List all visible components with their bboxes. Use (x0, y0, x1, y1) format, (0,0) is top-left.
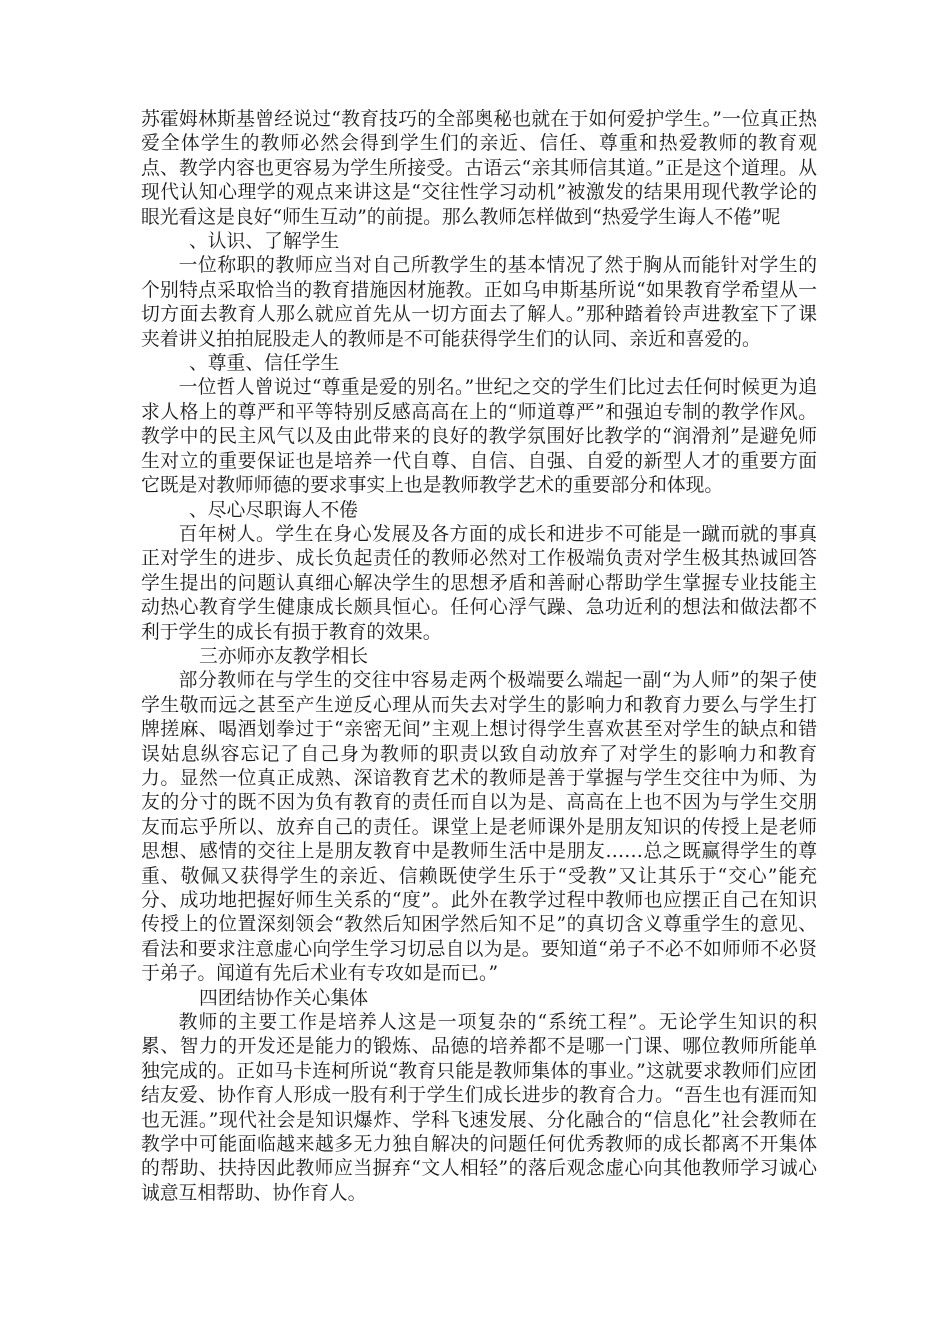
section-heading-teacher-as-friend: 三亦师亦友教学相长 (199, 645, 369, 667)
section-heading-dedicated-teaching: 、尽心尽职诲人不倦 (189, 499, 359, 521)
section-heading-respect-students: 、尊重、信任学生 (189, 353, 340, 375)
intro-paragraph: 苏霍姆林斯基曾经说过“教育技巧的全部奥秘也就在于如何爱护学生。”一位真正热爱全体学生的教师必然会得到学生们的亲近、信任、尊重和热爱教师的教育观点、教学内容也更容易为学生所接受。古语云“亲其师信其道。”正是这个道理。从现代认知心理学的观点来讲这是“交往性学习动机”被激发的结果用现代教学论的眼光看这是良好“师生互动”的前提。那么教师怎样做到“热爱学生诲人不倦”呢 (141, 109, 817, 228)
section-body-respect-students: 一位哲人曾说过“尊重是爱的别名。”世纪之交的学生们比过去任何时候更为追求人格上的尊严和平等特别反感高高在上的“师道尊严”和强迫专制的教学作风。教学中的民主风气以及由此带来的良好的教学氛围好比教学的“润滑剂”是避免师生对立的重要保证也是培养一代自尊、自信、自强、自爱的新型人才的重要方面它既是对教师师德的要求事实上也是教师教学艺术的重要部分和体现。 (141, 377, 817, 497)
section-body-teacher-as-friend: 部分教师在与学生的交往中容易走两个极端要么端起一副“为人师”的架子使学生敬而远之甚至产生逆反心理从而失去对学生的影响力和教育力要么与学生打牌搓麻、喝酒划拳过于“亲密无间”主观上想讨得学生喜欢甚至对学生的缺点和错误姑息纵容忘记了自己身为教师的职责以致自动放弃了对学生的影响力和教育力。显然一位真正成熟、深谙教育艺术的教师是善于掌握与学生交往中为师、为友的分寸的既不因为负有教育的责任而自以为是、高高在上也不因为与学生交朋友而忘乎所以、放弃自己的责任。课堂上是老师课外是朋友知识的传授上是老师思想、感情的交往上是朋友教育中是教师生活中是朋友……总之既赢得学生的尊重、敬佩又获得学生的亲近、信赖既使学生乐于“受教”又让其乐于“交心”能充分、成功地把握好师生关系的“度”。此外在教学过程中教师也应摆正自己在知识传授上的位置深刻领会“教然后知困学然后知不足”的真切含义尊重学生的意见、看法和要求注意虚心向学生学习切忌自以为是。要知道“弟子不必不如师师不必贤于弟子。闻道有先后术业有专攻如是而已。” (141, 670, 817, 985)
section-body-understand-students: 一位称职的教师应当对自己所教学生的基本情况了然于胸从而能针对学生的个别特点采取恰当的教育措施因材施教。正如乌申斯基所说“如果教育学希望从一切方面去教育人那么就应首先从一切方面去了解人。”那种踏着铃声进教室下了课夹着讲义拍拍屁股走人的教师是不可能获得学生们的认同、亲近和喜爱的。 (141, 255, 817, 350)
document-page (141, 108, 817, 1206)
section-body-dedicated-teaching: 百年树人。学生在身心发展及各方面的成长和进步不可能是一蹴而就的事真正对学生的进步、成长负起责任的教师必然对工作极端负责对学生极其热诚回答学生提出的问题认真细心解决学生的思想矛盾和善耐心帮助学生掌握专业技能主动热心教育学生健康成长颇具恒心。任何心浮气躁、急功近利的想法和做法都不利于学生的成长有损于教育的效果。 (141, 523, 817, 643)
section-heading-understand-students: 、认识、了解学生 (189, 231, 340, 253)
section-body-teamwork: 教师的主要工作是培养人这是一项复杂的“系统工程”。无论学生知识的积累、智力的开发还是能力的锻炼、品德的培养都不是哪一门课、哪位教师所能单独完成的。正如马卡连柯所说“教育只能是教师集体的事业。”这就要求教师们应团结友爱、协作育人形成一股有利于学生们成长进步的教育合力。“吾生也有涯而知也无涯。”现代社会是知识爆炸、学科飞速发展、分化融合的“信息化”社会教师在教学中可能面临越来越多无力独自解决的问题任何优秀教师的成长都离不开集体的帮助、扶持因此教师应当摒弃“文人相轻”的落后观念虚心向其他教师学习诚心诚意互相帮助、协作育人。 (141, 1012, 817, 1204)
section-heading-teamwork: 四团结协作关心集体 (199, 987, 369, 1009)
